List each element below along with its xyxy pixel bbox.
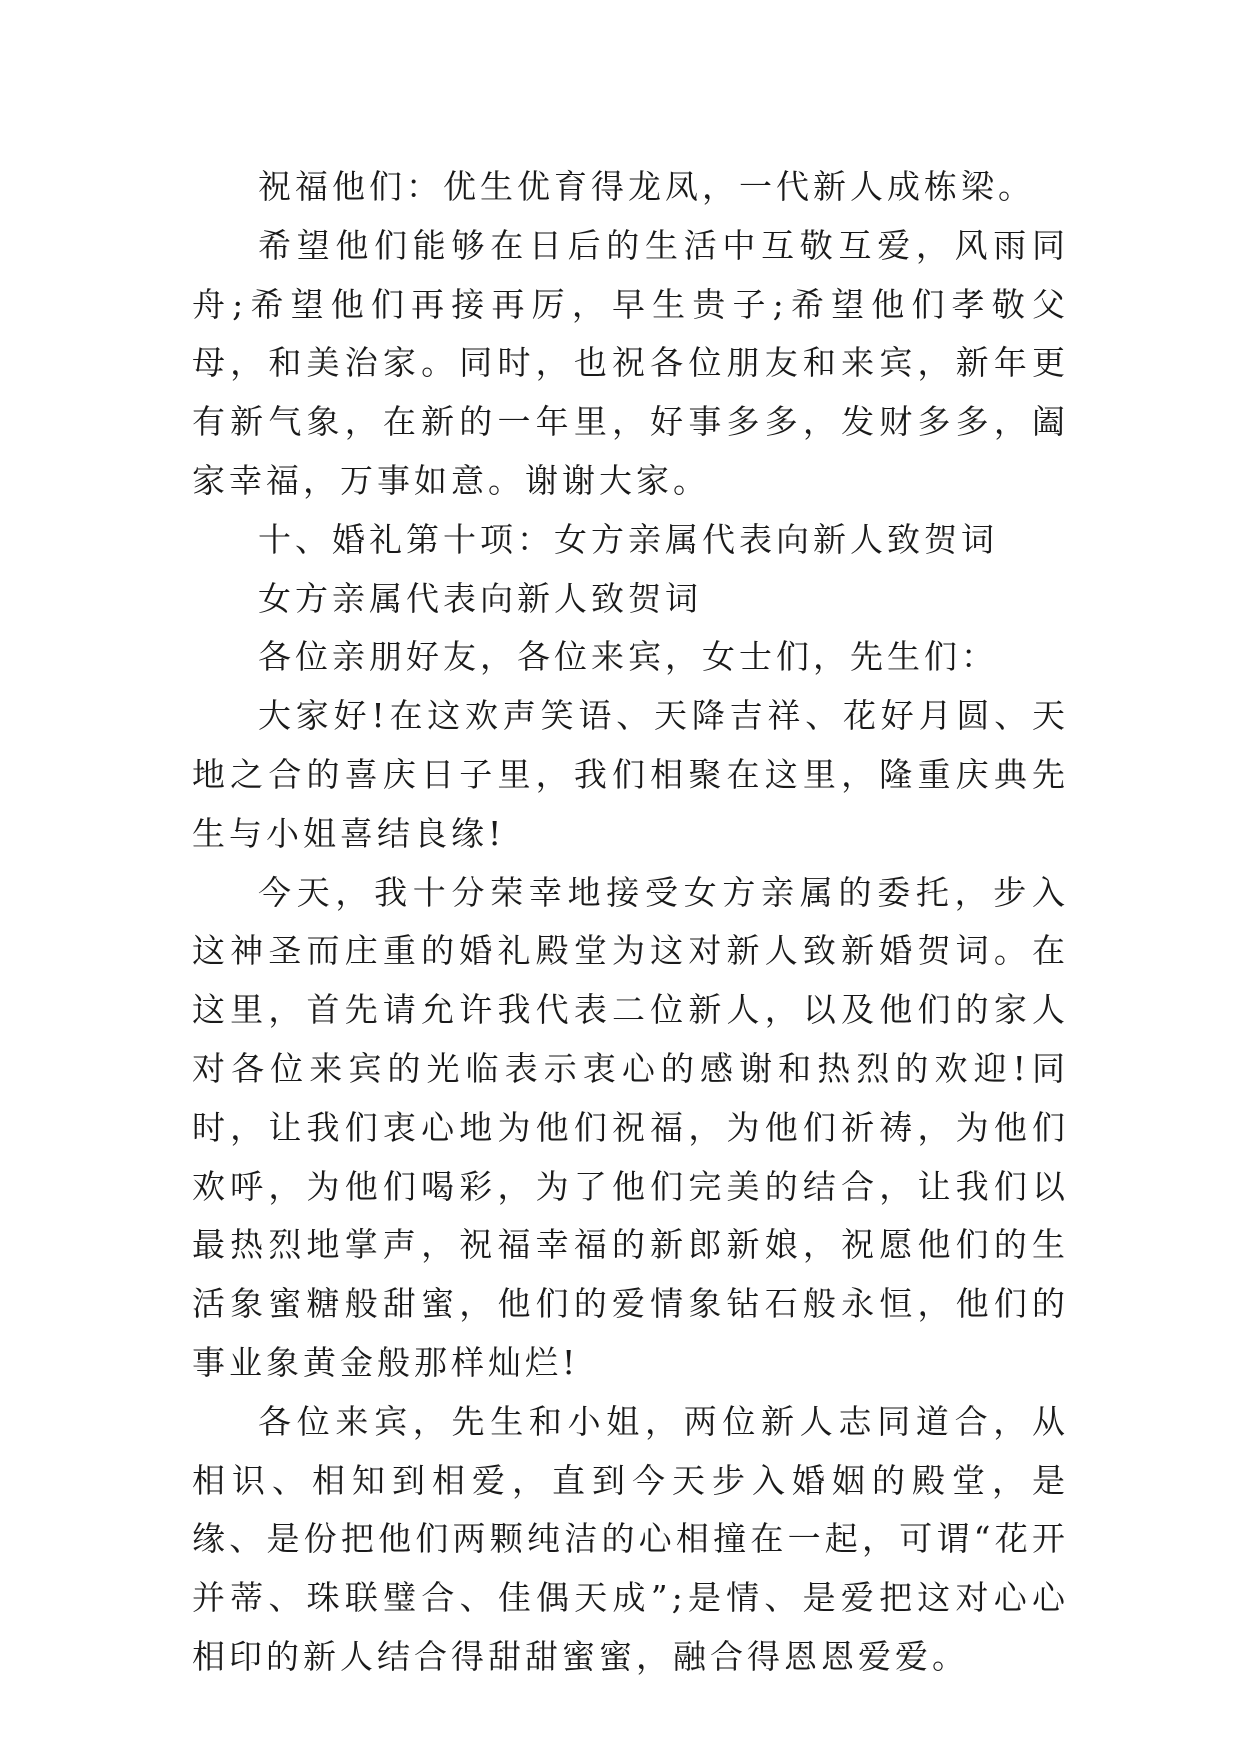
paragraph-couple: 各位来宾，先生和小姐，两位新人志同道合，从相识、相知到相爱，直到今天步入婚姻的殿堂，是缘、是份把他们两颗纯洁的心相撞在一起，可谓“花开并蒂、珠联璧合、佳偶天成”;是情、是爱把这对心心相印的新人结合得甜甜蜜蜜，融合得恩恩爱爱。 [192, 1401, 1069, 1676]
body-text [192, 158, 1069, 1687]
section-heading: 十、婚礼第十项：女方亲属代表向新人致贺词 [258, 519, 998, 559]
paragraph-speech: 今天，我十分荣幸地接受女方亲属的委托，步入这神圣而庄重的婚礼殿堂为这对新人致新婚贺词。在这里，首先请允许我代表二位新人，以及他们的家人对各位来宾的光临表示衷心的感谢和热烈的欢迎!同时，让我们衷心地为他们祝福，为他们祈祷，为他们欢呼，为他们喝彩，为了他们完美的结合，让我们以最热烈地掌声，祝福幸福的新郎新娘，祝愿他们的生活象蜜糖般甜蜜，他们的爱情象钻石般永恒，他们的事业象黄金般那样灿烂! [192, 872, 1069, 1382]
paragraph-blessing: 祝福他们：优生优育得龙凤，一代新人成栋梁。 [258, 167, 1035, 206]
subheading: 女方亲属代表向新人致贺词 [258, 578, 702, 618]
paragraph-hopes: 希望他们能够在日后的生活中互敬互爱，风雨同舟;希望他们再接再厉，早生贵子;希望他们孝敬父母，和美治家。同时，也祝各位朋友和来宾，新年更有新气象，在新的一年里，好事多多，发财多多，阖家幸福，万事如意。谢谢大家。 [192, 225, 1069, 500]
paragraph-greeting: 大家好!在这欢声笑语、天降吉祥、花好月圆、天地之合的喜庆日子里，我们相聚在这里，隆重庆典先生与小姐喜结良缘! [192, 696, 1069, 853]
paragraph-salutation: 各位亲朋好友，各位来宾，女士们，先生们： [258, 637, 998, 677]
